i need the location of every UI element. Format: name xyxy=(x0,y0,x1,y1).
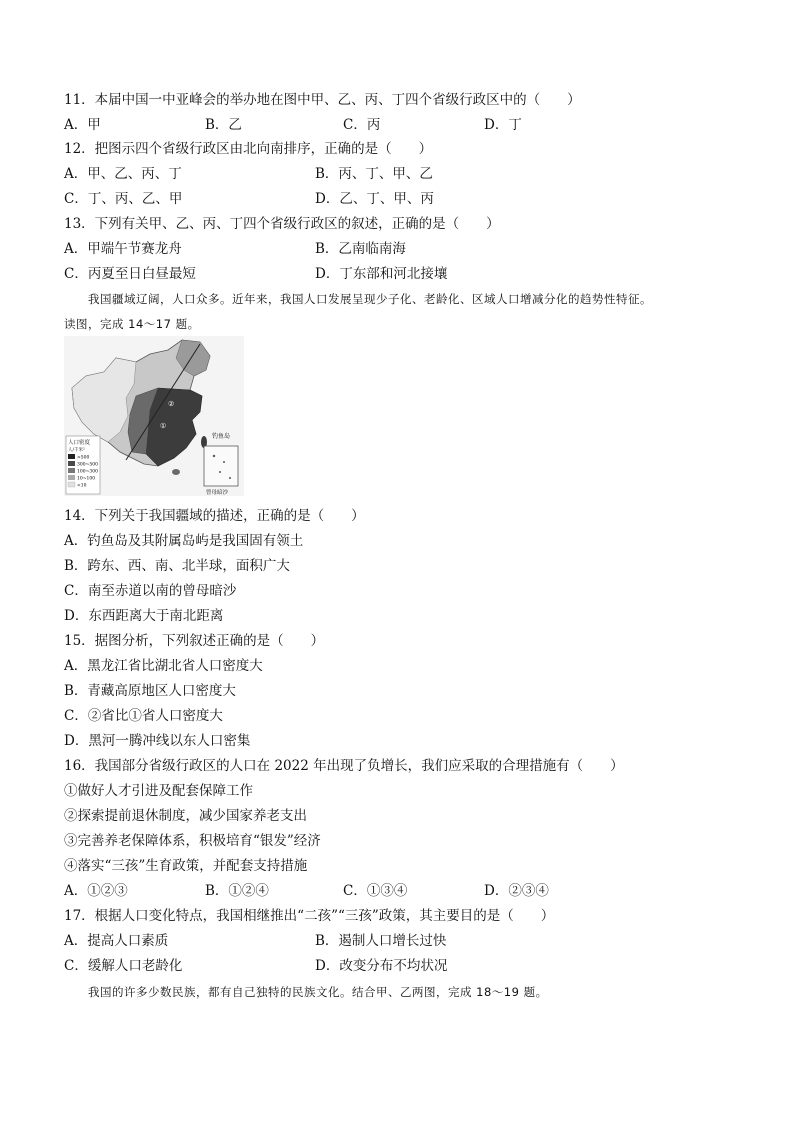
legend-item-1: >500 xyxy=(77,455,90,461)
q15-option-c: C．②省比①省人口密度大 xyxy=(64,708,223,724)
q11-option-b: B．乙 xyxy=(205,117,242,133)
legend-unit: 人/千米² xyxy=(68,448,85,453)
q15-stem: 15．据图分析，下列叙述正确的是（ ） xyxy=(64,633,325,649)
q13-option-c: C．丙夏至日白昼最短 xyxy=(64,266,196,282)
q17-option-d: D．改变分布不均状况 xyxy=(315,958,448,974)
population-density-map xyxy=(64,336,244,496)
label-diaoyu: 钓鱼岛 xyxy=(212,433,231,440)
q16-item-4: ④落实“三孩”生育政策，并配套支持措施 xyxy=(64,858,308,874)
q11-option-a: A．甲 xyxy=(64,117,101,133)
q16-item-3: ③完善养老保障体系，积极培育“银发”经济 xyxy=(64,833,321,849)
q13-option-b: B．乙南临南海 xyxy=(315,241,406,257)
label-zengmu: 曾母暗沙 xyxy=(206,490,229,496)
legend-item-2: 300~500 xyxy=(77,462,98,468)
q17-option-a: A．提高人口素质 xyxy=(64,933,169,949)
q16-option-a: A．①②③ xyxy=(64,883,128,899)
intro-14-17-line2: 读图，完成 14～17 题。 xyxy=(64,317,200,331)
q13-option-a: A．甲端午节赛龙舟 xyxy=(64,241,182,257)
q12-option-b: B．丙、丁、甲、乙 xyxy=(315,166,433,182)
q16-item-1: ①做好人才引进及配套保障工作 xyxy=(64,783,253,799)
q15-option-d: D．黑河一腾冲线以东人口密集 xyxy=(64,733,251,749)
q11-option-c: C．丙 xyxy=(343,117,381,133)
label-province-2: ② xyxy=(168,400,175,408)
q13-option-d: D．丁东部和河北接壤 xyxy=(315,266,448,282)
q12-option-c: C．丁、丙、乙、甲 xyxy=(64,191,183,207)
label-province-1: ① xyxy=(160,422,167,430)
q11-option-d: D．丁 xyxy=(484,117,522,133)
legend-item-5: <10 xyxy=(77,483,87,489)
south-china-sea-inset xyxy=(204,446,238,486)
q16-item-2: ②探索提前退休制度，减少国家养老支出 xyxy=(64,808,307,824)
intro-18-19-line1: 我国的许多少数民族，都有自己独特的民族文化。结合甲、乙两图，完成 18～19 题。 xyxy=(88,985,548,999)
q16-option-d: D．②③④ xyxy=(484,883,549,899)
q13-stem: 13．下列有关甲、乙、丙、丁四个省级行政区的叙述，正确的是（ ） xyxy=(64,216,500,232)
q14-option-c: C．南至赤道以南的曾母暗沙 xyxy=(64,583,237,599)
legend-item-3: 100~300 xyxy=(77,469,98,475)
q15-option-b: B．青藏高原地区人口密度大 xyxy=(64,683,236,699)
q11-stem: 11．本届中国一中亚峰会的举办地在图中甲、乙、丙、丁四个省级行政区中的（ ） xyxy=(64,92,581,108)
q16-stem: 16．我国部分省级行政区的人口在 2022 年出现了负增长，我们应采取的合理措施有（ ） xyxy=(64,758,624,774)
q17-stem: 17．根据人口变化特点，我国相继推出“二孩”“三孩”政策，其主要目的是（ ） xyxy=(64,908,555,924)
q15-option-a: A．黑龙江省比湖北省人口密度大 xyxy=(64,658,263,674)
q12-option-d: D．乙、丁、甲、丙 xyxy=(315,191,434,207)
hainan-shape xyxy=(172,469,180,475)
q14-option-b: B．跨东、西、南、北半球，面积广大 xyxy=(64,558,290,574)
q14-option-a: A．钓鱼岛及其附属岛屿是我国固有领土 xyxy=(64,533,304,549)
q17-option-b: B．遏制人口增长过快 xyxy=(315,933,447,949)
q16-option-c: C．①③④ xyxy=(343,883,408,899)
q12-stem: 12．把图示四个省级行政区由北向南排序，正确的是（ ） xyxy=(64,141,433,157)
legend-title: 人口密度 xyxy=(68,440,91,446)
q14-stem: 14．下列关于我国疆域的描述，正确的是（ ） xyxy=(64,508,365,524)
q14-option-d: D．东西距离大于南北距离 xyxy=(64,608,224,624)
q17-option-c: C．缓解人口老龄化 xyxy=(64,958,183,974)
q12-option-a: A．甲、乙、丙、丁 xyxy=(64,166,182,182)
intro-14-17-line1: 我国疆域辽阔，人口众多。近年来，我国人口发展呈现少子化、老龄化、区域人口增减分化的趋势性特征。 xyxy=(88,292,652,306)
legend-item-4: 10~100 xyxy=(77,476,96,482)
q16-option-b: B．①②④ xyxy=(205,883,269,899)
